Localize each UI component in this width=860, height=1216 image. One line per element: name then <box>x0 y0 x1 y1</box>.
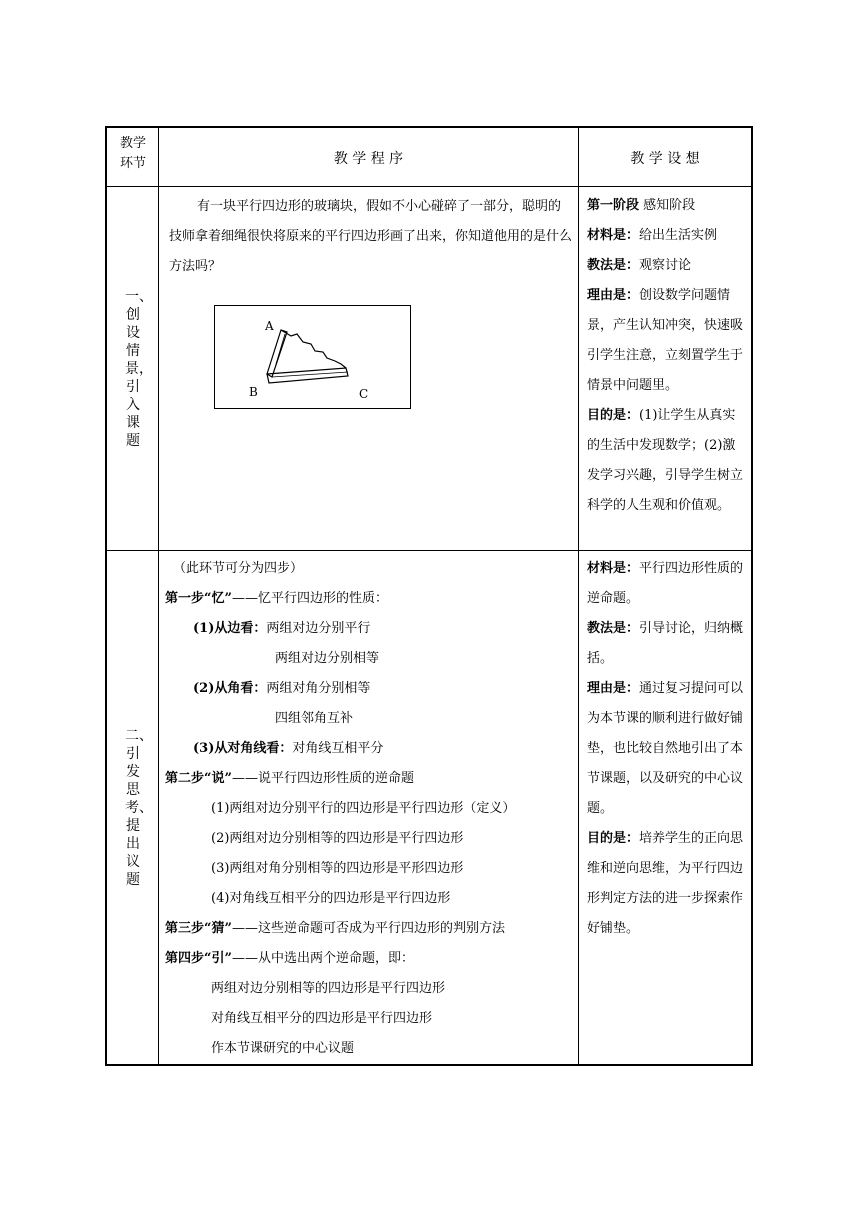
section1-design <box>587 191 747 521</box>
glass-broken-edge <box>281 330 346 368</box>
step1-line <box>165 584 575 614</box>
design-value: 给出生活实例 <box>639 228 718 243</box>
section2-label-cell <box>107 551 159 1064</box>
design-line <box>587 554 747 614</box>
design-line <box>587 401 747 521</box>
design-line <box>587 824 747 944</box>
step3-line <box>165 914 575 944</box>
section2-program <box>165 554 575 1064</box>
side-property-2: 两组对边分别相等 <box>275 651 380 666</box>
design-value: 培养学生的正向思维和逆向思维，为平行四边形判定方法的进一步探索作好铺垫。 <box>587 831 744 936</box>
broken-glass-figure <box>214 305 411 409</box>
row-divider <box>107 186 751 187</box>
step4-text: ——从中选出两个逆命题，即： <box>231 951 414 966</box>
design-value: 引导讨论，归纳概括。 <box>587 621 744 666</box>
side-line <box>165 614 575 644</box>
design-line <box>587 614 747 674</box>
row-divider <box>107 550 751 551</box>
diag-property: 对角线互相平分 <box>292 741 384 756</box>
lesson-plan-table <box>105 126 753 1066</box>
design-line <box>587 251 747 281</box>
step3-text: ——这些逆命题可否成为平行四边形的判别方法 <box>231 921 505 936</box>
broken-glass-drawing <box>215 306 410 408</box>
diag-label: (3)从对角线看： <box>193 741 293 756</box>
step3-title: 第三步“猜” <box>165 921 232 936</box>
chosen-proposition: 两组对边分别相等的四边形是平行四边形 <box>211 981 446 996</box>
diag-line <box>165 734 575 764</box>
angle-property: 两组对角分别相等 <box>266 681 371 696</box>
design-key: 理由是： <box>587 288 640 303</box>
section1-label-cell <box>107 187 159 550</box>
design-line <box>587 281 747 401</box>
header-col-stage <box>107 134 159 174</box>
step4-line <box>165 944 575 974</box>
header-col-program: 教 学 程 序 <box>333 151 404 167</box>
converse-item: (4)对角线互相平分的四边形是平行四边形 <box>211 891 451 906</box>
section2-design <box>587 554 747 944</box>
section1-program <box>169 192 573 282</box>
point-a-label: A <box>265 319 274 333</box>
angle-property-2: 四组邻角互补 <box>275 711 354 726</box>
header-col-stage-text: 教学环节 <box>119 136 146 171</box>
step1-title: 第一步“忆” <box>165 591 232 606</box>
glass-inner-line <box>276 334 285 364</box>
design-value: (1)让学生从真实的生活中发现数学；(2)激发学习兴趣，引导学生树立科学的人生观和价值观。 <box>587 408 744 513</box>
step2-title: 第二步“说” <box>165 771 232 786</box>
design-key: 教法是： <box>587 258 640 273</box>
angle-label: (2)从角看： <box>193 681 267 696</box>
design-value: 感知阶段 <box>639 198 696 213</box>
point-c-label: C <box>359 387 369 401</box>
header-col-design: 教 学 设 想 <box>630 151 700 167</box>
step2-line <box>165 764 575 794</box>
section2-intro: （此环节可分为四步） <box>173 561 304 576</box>
section2-label: 二、引发思考、提出议题 <box>125 727 153 888</box>
design-key: 目的是： <box>587 831 640 846</box>
glass-bottom-edge <box>267 368 348 383</box>
converse-item: (1)两组对边分别平行的四边形是平行四边形（定义） <box>211 801 516 816</box>
design-key: 材料是： <box>587 561 640 576</box>
section1-label: 一、创设情景，引入课题 <box>125 288 153 449</box>
design-key: 第一阶段 <box>587 198 640 213</box>
design-value: 通过复习提问可以为本节课的顺利进行做好铺垫，也比较自然地引出了本节课题，以及研究的中心议题。 <box>587 681 744 816</box>
column-divider <box>578 128 579 1064</box>
design-key: 理由是： <box>587 681 640 696</box>
step2-text: ——说平行四边形性质的逆命题 <box>231 771 414 786</box>
step4-title: 第四步“引” <box>165 951 232 966</box>
step1-text: ——忆平行四边形的性质： <box>231 591 388 606</box>
side-label: (1)从边看： <box>193 621 267 636</box>
design-key: 目的是： <box>587 408 640 423</box>
chosen-proposition: 对角线互相平分的四边形是平行四边形 <box>211 1011 433 1026</box>
side-property: 两组对边分别平行 <box>266 621 371 636</box>
central-topic: 作本节课研究的中心议题 <box>211 1041 355 1056</box>
design-line <box>587 221 747 251</box>
converse-item: (3)两组对角分别相等的四边形是平形四边形 <box>211 861 464 876</box>
design-key: 材料是： <box>587 228 640 243</box>
section1-program-text: 有一块平行四边形的玻璃块，假如不小心碰碎了一部分，聪明的技师拿着细绳很快将原来的平行四边形画了出来，你知道他用的是什么方法吗？ <box>169 199 573 274</box>
angle-line <box>165 674 575 704</box>
design-line <box>587 191 747 221</box>
design-value: 平行四边形性质的逆命题。 <box>587 561 744 606</box>
design-line <box>587 674 747 824</box>
point-b-label: B <box>249 385 258 399</box>
converse-item: (2)两组对边分别相等的四边形是平行四边形 <box>211 831 464 846</box>
design-value: 创设数学问题情景，产生认知冲突，快速吸引学生注意，立刻置学生于情景中问题里。 <box>587 288 744 393</box>
design-key: 教法是： <box>587 621 640 636</box>
design-value: 观察讨论 <box>639 258 692 273</box>
